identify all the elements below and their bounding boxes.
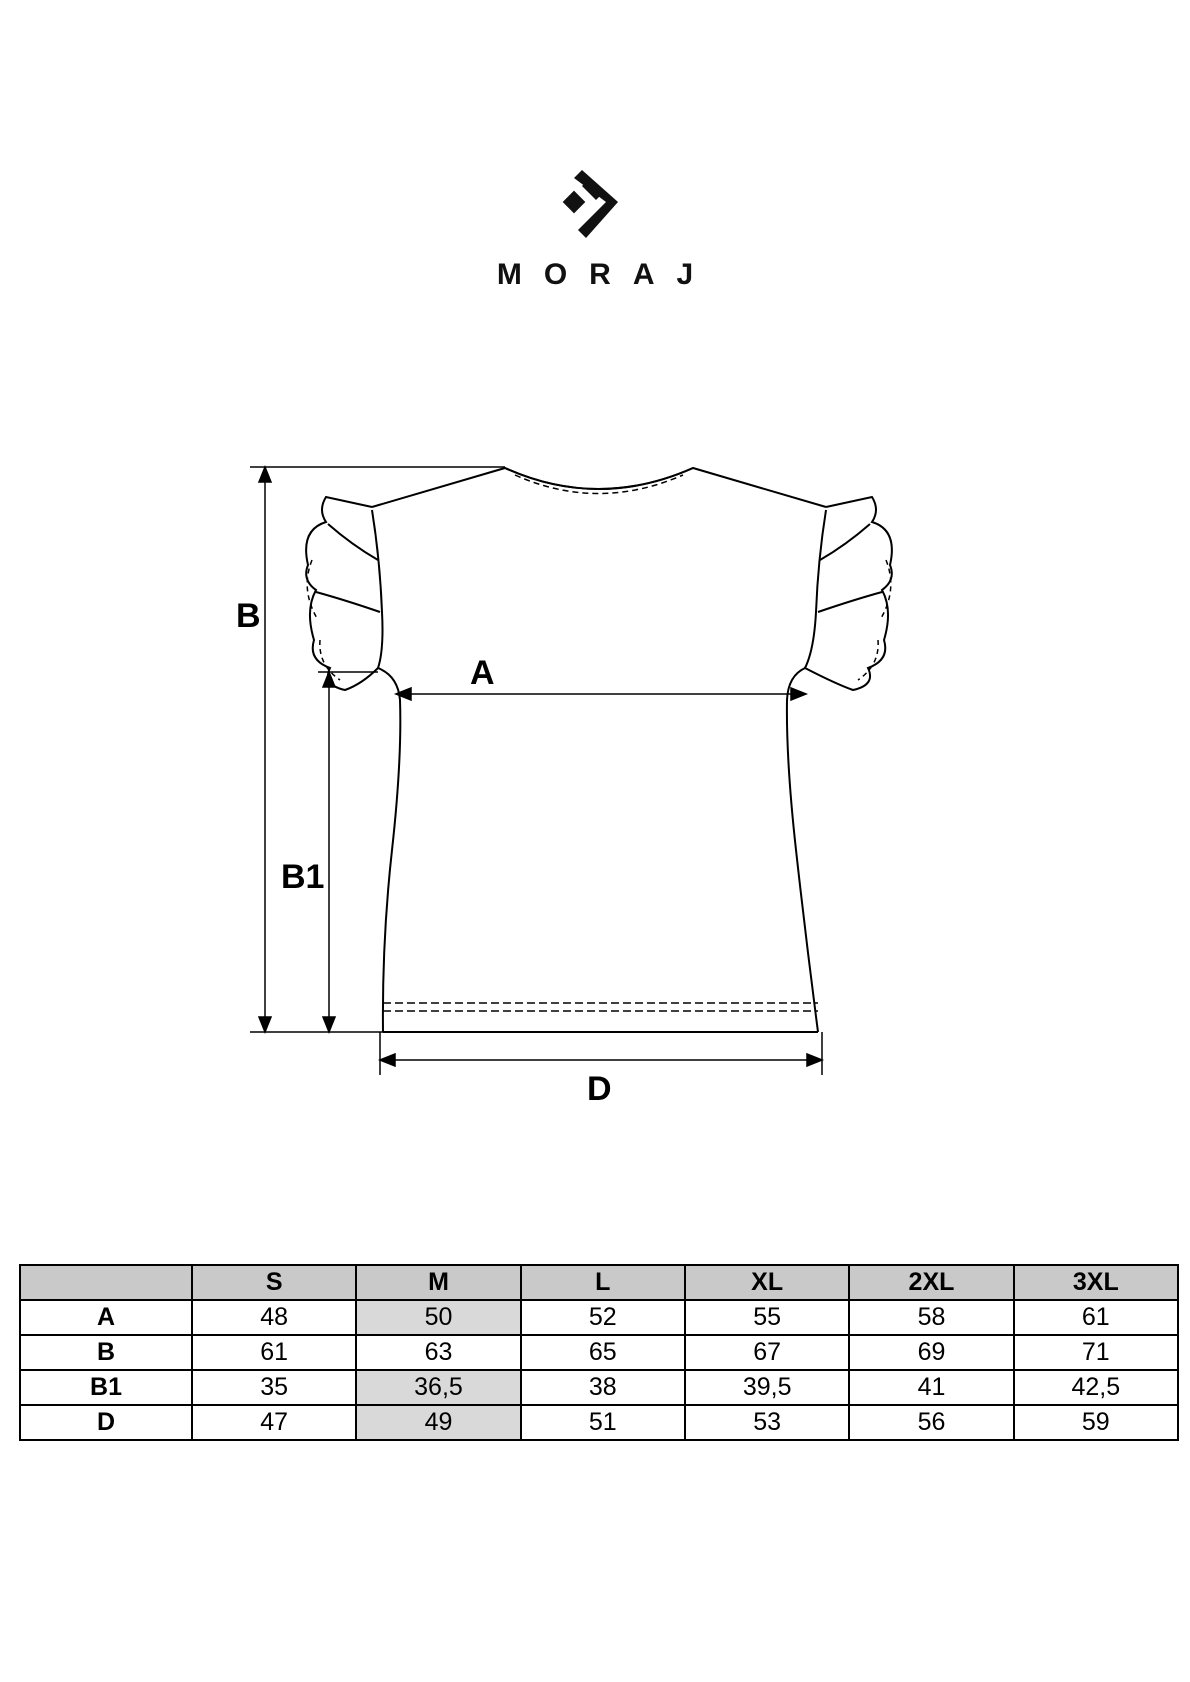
size-header: XL [685, 1265, 849, 1300]
table-cell: 47 [192, 1405, 356, 1440]
table-cell: 56 [849, 1405, 1013, 1440]
size-header-row [20, 1265, 1178, 1300]
shirt-outline [372, 468, 826, 1032]
row-label: B1 [20, 1370, 192, 1405]
table-cell: 61 [1014, 1300, 1178, 1335]
table-cell: 53 [685, 1405, 849, 1440]
table-row [20, 1335, 1178, 1370]
table-cell: 39,5 [685, 1370, 849, 1405]
label-b1: B1 [281, 858, 325, 896]
table-cell: 41 [849, 1370, 1013, 1405]
size-header: 3XL [1014, 1265, 1178, 1300]
table-cell: 36,5 [356, 1370, 520, 1405]
table-cell: 38 [521, 1370, 685, 1405]
table-cell: 50 [356, 1300, 520, 1335]
size-header: L [521, 1265, 685, 1300]
label-d: D [587, 1070, 612, 1108]
table-cell: 63 [356, 1335, 520, 1370]
table-cell: 65 [521, 1335, 685, 1370]
table-cell: 69 [849, 1335, 1013, 1370]
table-row [20, 1300, 1178, 1335]
row-label: A [20, 1300, 192, 1335]
size-header: 2XL [849, 1265, 1013, 1300]
size-header: M [356, 1265, 520, 1300]
table-cell: 42,5 [1014, 1370, 1178, 1405]
corner-cell [20, 1265, 192, 1300]
brand-name: MORAJ [496, 258, 716, 291]
table-cell: 71 [1014, 1335, 1178, 1370]
size-header: S [192, 1265, 356, 1300]
hem-stitch [383, 1003, 818, 1011]
table-cell: 61 [192, 1335, 356, 1370]
table-cell: 49 [356, 1405, 520, 1440]
size-chart-table [19, 1264, 1179, 1441]
table-cell: 59 [1014, 1405, 1178, 1440]
row-label: B [20, 1335, 192, 1370]
table-row [20, 1370, 1178, 1405]
table-cell: 67 [685, 1335, 849, 1370]
table-cell: 48 [192, 1300, 356, 1335]
table-cell: 55 [685, 1300, 849, 1335]
left-sleeve-ruffle [306, 497, 378, 690]
row-label: D [20, 1405, 192, 1440]
table-cell: 35 [192, 1370, 356, 1405]
table-cell: 52 [521, 1300, 685, 1335]
table-row [20, 1405, 1178, 1440]
label-a: A [470, 654, 495, 692]
label-b: B [236, 597, 261, 635]
table-cell: 58 [849, 1300, 1013, 1335]
table-cell: 51 [521, 1405, 685, 1440]
neckline [505, 468, 693, 489]
